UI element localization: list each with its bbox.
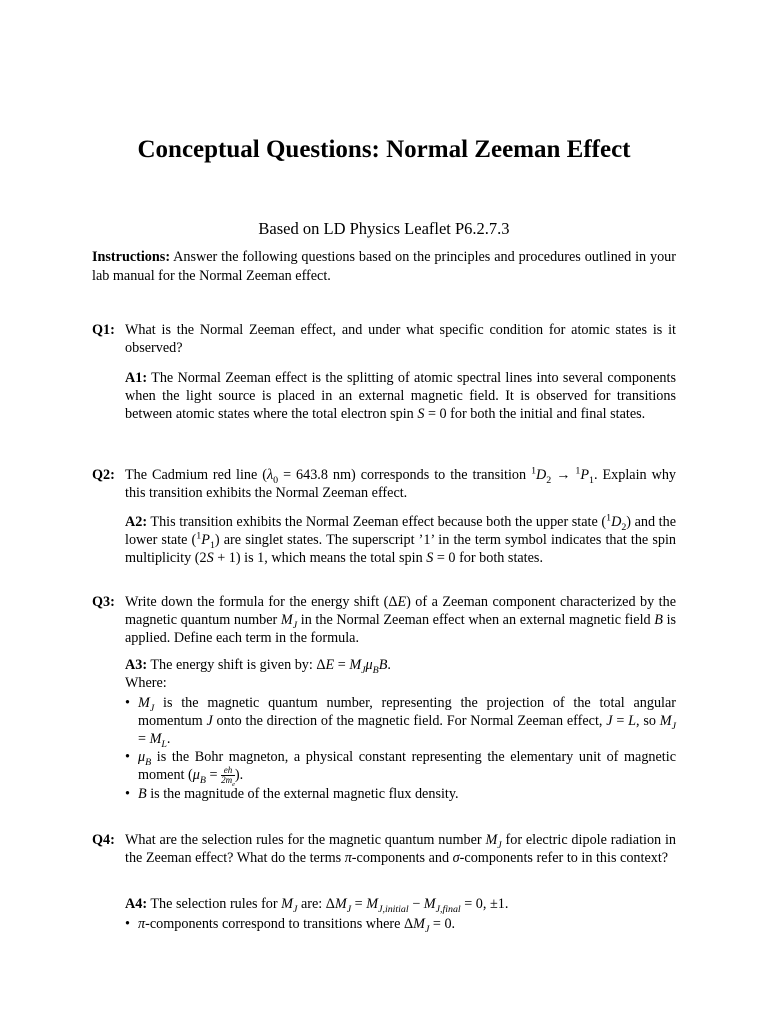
answer-3 — [125, 656, 676, 803]
question-1-label: Q1: — [92, 322, 115, 338]
answer-4-label: A4: — [125, 896, 148, 912]
list-item: • B is the magnitude of the external magnetic flux density. — [125, 785, 676, 803]
answer-3-formula-line: A3: The energy shift is given by: $\Delta E = M_J\mu_BB$. — [125, 657, 391, 676]
question-4-label: Q4: — [92, 832, 115, 848]
list-item: • $M_J$ is the magnetic quantum number, representing the projection of the total angular momentum J onto the direction of the magnetic field. For Normal Zeeman effect, J = L, so $M_J = M_L$. — [125, 694, 676, 748]
instructions-text: Answer the following questions based on the principles and procedures outlined in your lab manual for the Normal Zeeman effect. — [92, 249, 677, 284]
instructions — [92, 248, 676, 286]
bohr-magneton-fraction: $\frac{eh}{2m_e}$ — [221, 765, 235, 789]
question-1 — [92, 321, 676, 357]
answer-1-label: A1: — [125, 370, 148, 386]
list-item: • π-components correspond to transitions where $\Delta M_J = 0$. — [125, 915, 676, 933]
question-1-text: What is the Normal Zeeman effect, and under what specific condition for atomic states is it observed? — [125, 322, 676, 356]
question-3 — [92, 593, 676, 647]
question-2-text: The Cadmium red line ($\lambda_0 = 643.8$ nm) corresponds to the transition $^1D_2 \to ^1P_1$. Explain why this transition exhibits the Normal Zeeman effect. — [125, 465, 677, 501]
answer-1-text-end: for both the initial and final states. — [450, 406, 646, 422]
answer-4 — [125, 895, 676, 933]
answer-3-where: Where: — [125, 675, 167, 691]
answer-2-label: A2: — [125, 514, 148, 530]
answer-2: A2: This transition exhibits the Normal Zeeman effect because both the upper state $(^1D_2)$ and the lower state $(^1P_1)$ are singlet states. The superscript ’1’ in the term symbol indicates that the spin multiplicity (2S + 1) is 1, which means the total spin S = 0 for both states. — [125, 512, 677, 566]
instructions-label: Instructions: — [92, 249, 171, 265]
page-title: Conceptual Questions: Normal Zeeman Effect — [137, 136, 631, 163]
answer-1: A1: The Normal Zeeman effect is the splitting of atomic spectral lines into several components when the light source is placed in an external magnetic field. It is observed for transitions between atomic states where the total electron spin S = 0 for both the initial and final states. — [125, 370, 676, 422]
answer-4-rule-line: A4: The selection rules for $M_J$ are: $\Delta M_J = M_{J,initial} - M_{J,final} = 0$, ±1. — [125, 896, 509, 915]
answer-4-components — [125, 915, 676, 933]
page-subtitle: Based on LD Physics Leaflet P6.2.7.3 — [258, 219, 510, 238]
question-3-text: Write down the formula for the energy shift (ΔE) of a Zeeman component characterized by the magnetic quantum number $M_J$ in the Normal Zeeman effect when an external magnetic field B is applied. Define each term in the formula. — [125, 594, 677, 646]
answer-1-text: The Normal Zeeman effect is the splitting of atomic spectral lines into several components when the light source is placed in an external magnetic field. It is observed for transitions between atomic states where the total electron spin — [125, 370, 676, 422]
math-s-zero: S — [417, 406, 425, 422]
question-2 — [92, 466, 676, 502]
list-item: • $\mu_B$ is the Bohr magneton, a physical constant representing the elementary unit of magnetic moment ($\mu_B$ = $\frac{eh}{2m_e}$ ). — [125, 748, 676, 785]
question-2-label: Q2: — [92, 467, 115, 483]
question-4-text: What are the selection rules for the magnetic quantum number $M_J$ for electric dipole radiation in the Zeeman effect? What do the terms π-components and σ-components refer to in this context? — [125, 832, 676, 866]
question-4 — [92, 831, 676, 867]
answer-3-definitions — [125, 694, 676, 803]
math-lambda: λ — [266, 467, 274, 483]
question-3-label: Q3: — [92, 594, 115, 610]
answer-3-label: A3: — [125, 657, 148, 673]
